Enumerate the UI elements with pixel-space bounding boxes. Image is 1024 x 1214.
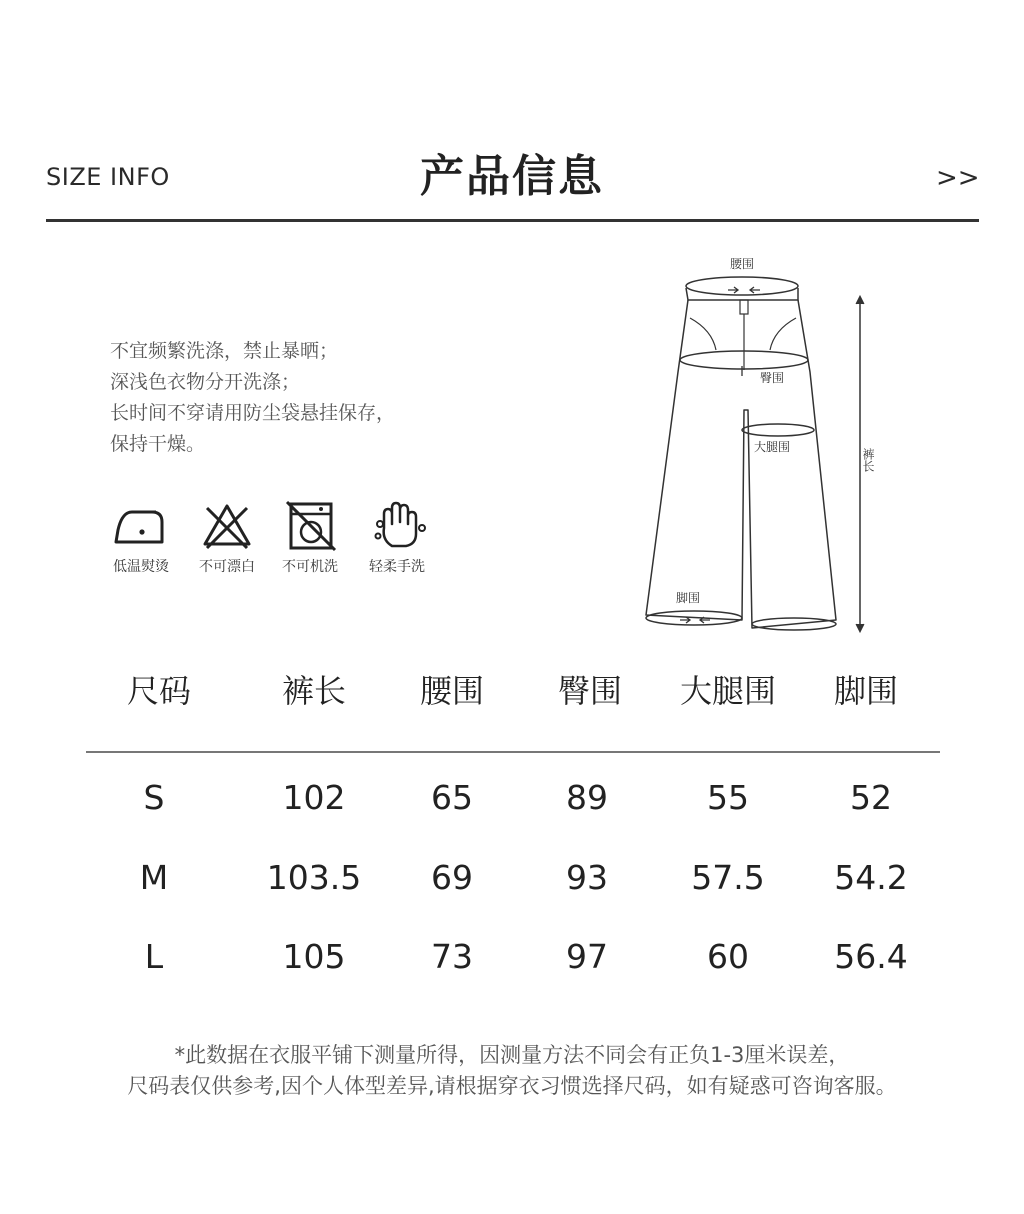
footnote-line: 尺码表仅供参考,因个人体型差异,请根据穿衣习惯选择尺码，如有疑惑可咨询客服。 bbox=[127, 1074, 897, 1098]
cell-size: M bbox=[139, 858, 169, 897]
col-header-size: 尺码 bbox=[126, 672, 191, 710]
thigh-label: 大腿围 bbox=[754, 440, 791, 454]
cell-waist: 73 bbox=[431, 937, 473, 976]
header-divider bbox=[46, 219, 979, 222]
next-arrow[interactable]: >> bbox=[936, 163, 980, 193]
pants-measurement-diagram bbox=[630, 250, 930, 640]
cell-size: S bbox=[143, 778, 165, 817]
cell-waist: 69 bbox=[431, 858, 473, 897]
cell-hip: 97 bbox=[566, 937, 608, 976]
col-header-thigh: 大腿围 bbox=[679, 672, 776, 710]
waist-label: 腰围 bbox=[730, 257, 755, 271]
cell-hem: 52 bbox=[850, 778, 892, 817]
size-info-label: SIZE INFO bbox=[46, 163, 170, 191]
footnote bbox=[0, 1040, 1024, 1102]
no-bleach-icon bbox=[199, 500, 255, 552]
care-label: 不可漂白 bbox=[199, 559, 255, 575]
care-note-line: 不宜频繁洗涤，禁止暴晒； bbox=[110, 340, 339, 362]
no-machine-wash-icon bbox=[283, 500, 339, 552]
cell-length: 105 bbox=[282, 937, 346, 976]
cell-length: 103.5 bbox=[266, 858, 362, 897]
cell-length: 102 bbox=[282, 778, 346, 817]
care-label: 不可机洗 bbox=[282, 559, 338, 575]
care-notes bbox=[110, 336, 395, 460]
table-divider bbox=[86, 751, 940, 753]
footnote-line: *此数据在衣服平铺下测量所得，因测量方法不同会有正负1-3厘米误差， bbox=[174, 1043, 850, 1067]
cell-waist: 65 bbox=[431, 778, 473, 817]
care-note-line: 深浅色衣物分开洗涤； bbox=[110, 371, 301, 393]
col-header-waist: 腰围 bbox=[419, 672, 484, 710]
care-note-line: 保持干燥。 bbox=[110, 433, 206, 455]
hand-wash-icon bbox=[372, 500, 428, 552]
care-label: 轻柔手洗 bbox=[369, 559, 425, 575]
hip-label: 臀围 bbox=[760, 371, 785, 385]
cell-hip: 89 bbox=[566, 778, 608, 817]
page-title: 产品信息 bbox=[420, 151, 604, 202]
cell-thigh: 60 bbox=[707, 937, 749, 976]
cell-thigh: 55 bbox=[707, 778, 749, 817]
care-label: 低温熨烫 bbox=[113, 559, 169, 575]
col-header-hip: 臀围 bbox=[557, 672, 622, 710]
length-label: 裤长 bbox=[861, 448, 875, 472]
cell-thigh: 57.5 bbox=[691, 858, 765, 897]
hem-label: 脚围 bbox=[676, 591, 701, 605]
care-note-line: 长时间不穿请用防尘袋悬挂保存， bbox=[110, 402, 396, 424]
cell-hem: 56.4 bbox=[834, 937, 908, 976]
col-header-hem: 脚围 bbox=[833, 672, 898, 710]
cell-size: L bbox=[144, 937, 164, 976]
cell-hip: 93 bbox=[566, 858, 608, 897]
iron-low-temp-icon bbox=[112, 500, 168, 552]
cell-hem: 54.2 bbox=[834, 858, 908, 897]
col-header-length: 裤长 bbox=[281, 672, 346, 710]
